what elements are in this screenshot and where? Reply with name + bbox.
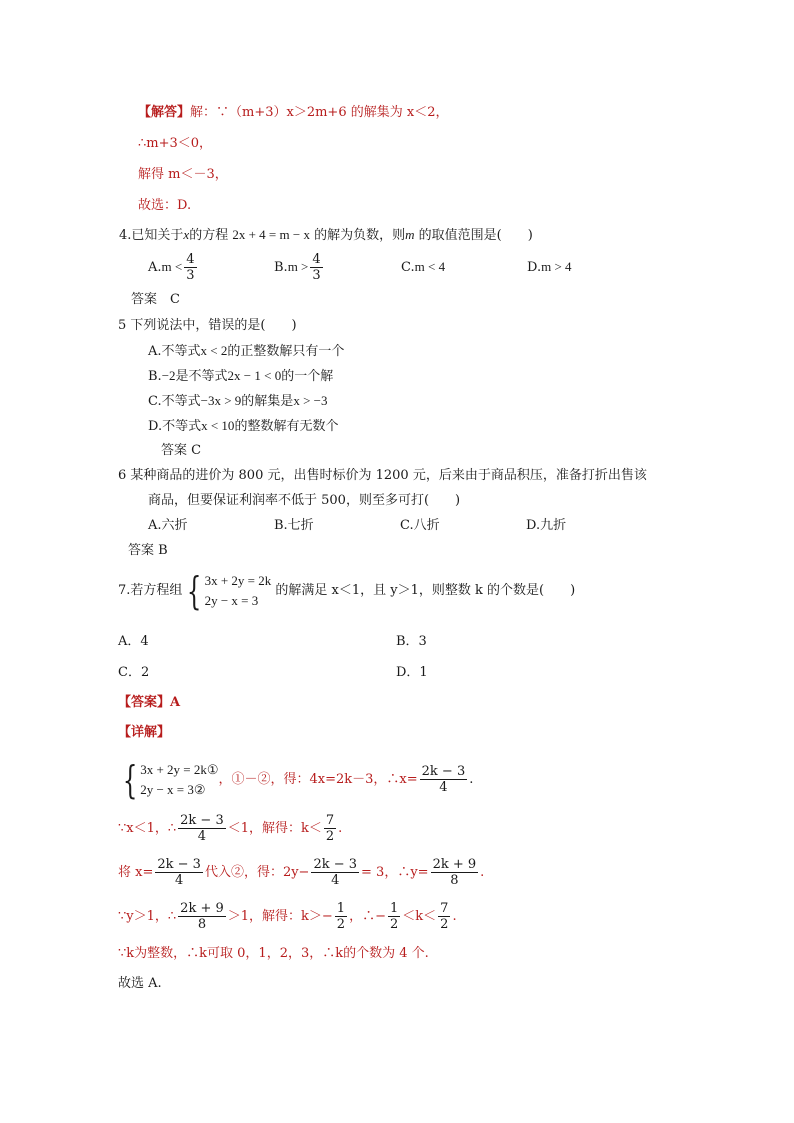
q4-opt-a-label: A. [148, 260, 162, 275]
q4-option-d [527, 258, 572, 277]
q5-opt-c-math2: x > −3 [293, 393, 328, 408]
q6-option-d: D.九折 [526, 518, 567, 533]
q4-opt-b-den: 3 [312, 268, 321, 283]
prev-answer-line3: 解得 m＜－3， [138, 167, 228, 182]
q5-opt-c-math1: −3x > 9 [200, 393, 242, 408]
detail-line2-num2: 7 [325, 813, 335, 828]
q5-opt-b-post: 的一个解 [281, 369, 334, 384]
detail-line2-fraction2 [324, 813, 336, 844]
q5-option-d [148, 417, 338, 436]
detail-line3-num3: 2k + 9 [432, 857, 477, 872]
q4-opt-d-math: m > 4 [541, 259, 572, 274]
q7-eq1: 3x + 2y = 2k [204, 572, 272, 588]
detail-line2-den2: 2 [325, 829, 335, 844]
q6-stem-line2: 商品，但要保证利润率不低于 500，则至多可打( ) [148, 493, 461, 508]
detail-line4-fraction2 [335, 901, 347, 932]
detail-line3-den2: 4 [331, 873, 340, 888]
detail-line4-den2: 2 [336, 917, 346, 932]
detail-line4-den: 8 [197, 917, 207, 932]
q4-equation: 2x + 4 = m − x [232, 227, 310, 242]
detail-line2-den: 4 [197, 829, 207, 844]
q4-stem-x: x [183, 227, 190, 242]
q5-opt-d-pre: D.不等式 [148, 419, 202, 434]
q4-opt-c-label: C. [401, 260, 415, 275]
q4-option-a [148, 250, 199, 285]
detail-line4-den4: 2 [440, 917, 449, 932]
detail-line3 [118, 855, 484, 891]
detail-line3-fraction1 [155, 857, 203, 888]
q7-option-d: D．1 [396, 665, 428, 680]
detail-line3-num: 2k − 3 [157, 857, 201, 872]
detail-line4-b: ＞1，解得：k＞− [227, 909, 333, 924]
q5-opt-b-math2: 2x − 1 < 0 [227, 368, 282, 383]
q7-option-c: C．2 [118, 665, 150, 680]
detail-line4-fraction1 [178, 901, 226, 932]
q5-answer: 答案 C [161, 443, 202, 458]
q4-opt-a-den: 3 [186, 268, 195, 283]
q4-stem-b: 的方程 [189, 228, 229, 243]
detail-line4-den3: 2 [389, 917, 399, 932]
detail-line2-a: ∵x＜1，∴ [118, 821, 177, 836]
detail-brace-icon: { [122, 757, 138, 802]
detail-line3-b: 代入②，得：2y− [204, 865, 310, 880]
answer-tag: 【解答】 [138, 105, 191, 120]
q6-option-c: C.八折 [400, 518, 440, 533]
q7-stem-b: 的解满足 x＜1，且 y＞1，则整数 k 的个数是( ) [275, 583, 576, 598]
q7-option-b: B．3 [396, 634, 427, 649]
q5-opt-b-math1: −2 [161, 368, 176, 383]
prev-answer-text1: 解：∵（m+3）x＞2m+6 的解集为 x＜2， [190, 105, 449, 120]
detail-line4-fraction4 [438, 901, 450, 932]
detail-line2 [118, 811, 342, 847]
detail-line4 [118, 899, 457, 935]
q5-opt-a-post: 的正整数解只有一个 [227, 344, 345, 359]
q7-option-a: A．4 [118, 634, 149, 649]
detail-line4-c: ，∴− [349, 909, 386, 924]
detail-line1-text: ，①－②，得：4x=2k－3，∴x= [218, 772, 418, 787]
detail-line2-num: 2k − 3 [180, 813, 224, 828]
q4-answer: 答案 C [131, 292, 180, 307]
q7-answer-tag: 【答案】A [118, 695, 181, 710]
q4-stem-m: m [405, 227, 415, 242]
q6-option-a: A.六折 [148, 518, 188, 533]
detail-line4-num4: 7 [440, 901, 449, 916]
q5-opt-c-pre: C.不等式 [148, 394, 201, 409]
q5-opt-b-mid: 是不等式 [175, 369, 228, 384]
detail-line1-fraction [420, 764, 468, 795]
detail-line4-fraction3 [388, 901, 400, 932]
detail-line3-c: = 3，∴y= [361, 865, 429, 880]
q4-stem-d: 的取值范围是( ) [418, 228, 533, 243]
detail-line1-num: 2k − 3 [421, 764, 466, 779]
detail-line4-num2: 1 [336, 901, 346, 916]
detail-line1-den: 4 [439, 780, 448, 795]
detail-line4-d: ＜k＜ [402, 909, 437, 924]
q4-option-b [274, 250, 325, 285]
q4-opt-a-fraction [184, 252, 196, 283]
detail-line2-fraction1 [178, 813, 226, 844]
detail-line2-end: . [338, 821, 343, 836]
detail-line4-num: 2k + 9 [180, 901, 224, 916]
q5-opt-a-math: x < 2 [200, 343, 228, 358]
q5-opt-d-post: 的整数解有无数个 [234, 419, 339, 434]
detail-line3-den: 4 [175, 873, 184, 888]
q5-stem: 5 下列说法中，错误的是( ) [118, 318, 297, 333]
q4-opt-b-num: 4 [312, 252, 321, 267]
q4-opt-b-fraction [310, 252, 322, 283]
detail-sys-eq1: 3x + 2y = 2k① [140, 761, 219, 777]
detail-line1-end: . [469, 772, 474, 787]
q4-opt-d-label: D. [527, 260, 542, 275]
q7-brace-icon: { [187, 568, 202, 613]
q6-stem-line1: 6 某种商品的进价为 800 元，出售时标价为 1200 元，后来由于商品积压，准备打折出售该 [118, 468, 647, 483]
detail-line3-fraction2 [311, 857, 359, 888]
detail-sys-eq2: 2y − x = 3② [140, 781, 206, 797]
q4-opt-a-rel: m < [161, 259, 183, 274]
q7-stem-a: 7.若方程组 [118, 583, 183, 598]
q6-option-b: B.七折 [274, 518, 314, 533]
detail-line4-a: ∵y＞1，∴ [118, 909, 177, 924]
q7-eq2: 2y − x = 3 [204, 592, 259, 608]
detail-line5: ∵k为整数，∴k可取 0，1，2，3，∴k的个数为 4 个. [118, 946, 429, 961]
q4-stem-c: 的解为负数，则 [314, 228, 406, 243]
detail-line4-num3: 1 [389, 901, 399, 916]
q4-opt-b-rel: m > [287, 259, 309, 274]
q4-stem-a: 4.已知关于 [119, 228, 184, 243]
detail-line3-den3: 8 [450, 873, 459, 888]
detail-line3-a: 将 x= [118, 865, 154, 880]
q5-option-b [148, 367, 333, 386]
q4-stem [119, 226, 533, 245]
q7-stem [118, 566, 575, 616]
detail-system [140, 760, 218, 800]
q5-opt-a-pre: A.不等式 [148, 344, 201, 359]
q4-opt-a-num: 4 [186, 252, 195, 267]
detail-line3-num2: 2k − 3 [313, 857, 358, 872]
prev-answer-line2: ∴m+3＜0， [138, 136, 213, 151]
q5-opt-b-pre: B. [148, 369, 162, 384]
detail-line6: 故选 A. [118, 976, 162, 991]
q5-option-c [148, 392, 327, 411]
q5-option-a [148, 342, 344, 361]
detail-line1 [118, 755, 473, 805]
q7-detail-tag: 【详解】 [118, 725, 171, 740]
detail-line3-end: . [480, 865, 485, 880]
prev-answer-line4: 故选：D. [138, 198, 192, 213]
q7-system [205, 571, 272, 611]
detail-line4-end: . [452, 909, 457, 924]
q6-answer: 答案 B [128, 543, 168, 558]
q4-opt-b-label: B. [274, 260, 288, 275]
q5-opt-c-mid: 的解集是 [241, 394, 294, 409]
q4-opt-c-math: m < 4 [414, 259, 446, 274]
q4-option-c [401, 258, 445, 277]
detail-line3-fraction3 [431, 857, 479, 888]
detail-line2-b: ＜1，解得：k＜ [227, 821, 322, 836]
q5-opt-d-math: x < 10 [201, 418, 235, 433]
prev-answer-line1 [138, 104, 448, 122]
